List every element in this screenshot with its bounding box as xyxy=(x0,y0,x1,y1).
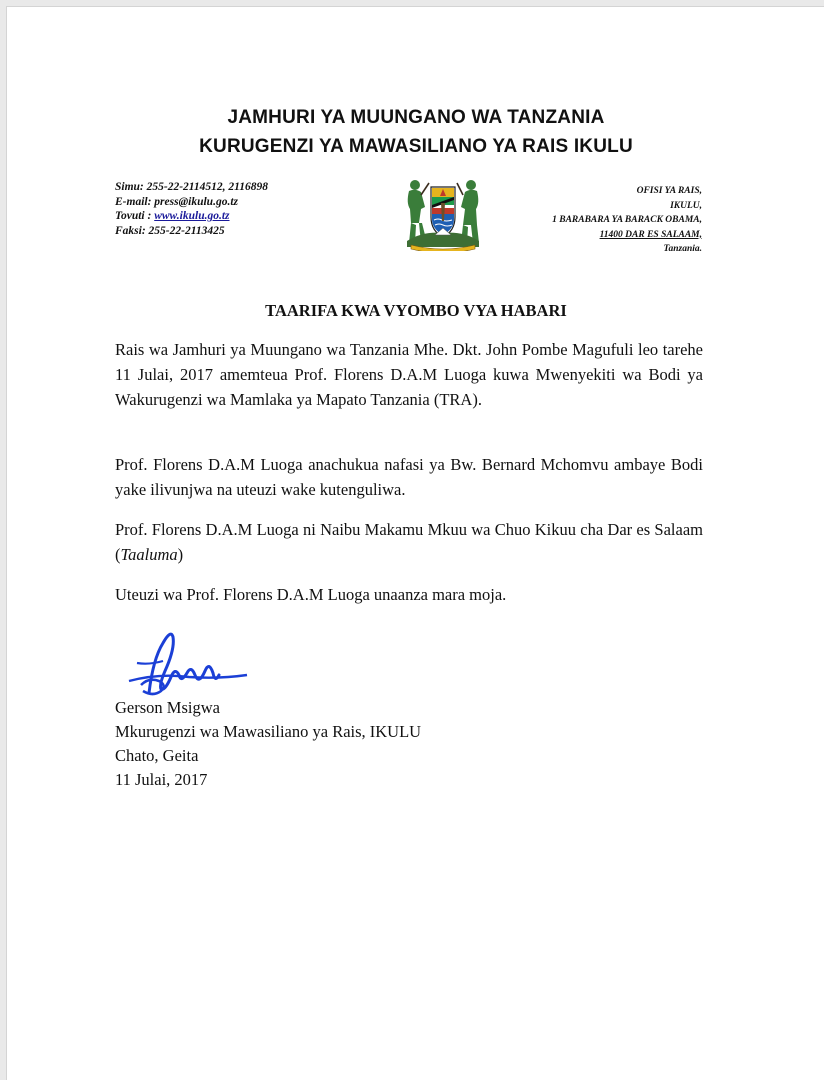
paragraph-current-role xyxy=(115,517,703,567)
paragraph-current-role-end: ) xyxy=(177,545,184,564)
paragraph-current-role-italic: Taaluma xyxy=(120,545,178,564)
signatory-name: Gerson Msigwa xyxy=(115,698,220,717)
contact-email: E-mail: press@ikulu.go.tz xyxy=(115,195,238,208)
header-title-line1: JAMHURI YA MUUNGANO WA TANZANIA xyxy=(227,107,605,128)
handwritten-signature xyxy=(119,619,251,705)
contact-website-label: Tovuti : xyxy=(115,210,152,222)
header-title-line2: KURUGENZI YA MAWASILIANO YA RAIS IKULU xyxy=(199,136,633,157)
contact-phone: Simu: 255-22-2114512, 2116898 xyxy=(115,181,269,193)
website-link[interactable]: www.ikulu.go.tz xyxy=(154,210,230,222)
contact-website xyxy=(115,209,268,224)
contact-block xyxy=(115,180,268,238)
address-line3: 1 BARABARA YA BARACK OBAMA, xyxy=(552,215,702,225)
address-line5: Tanzania. xyxy=(663,244,702,254)
contact-fax: Faksi: 255-22-2113425 xyxy=(115,224,225,237)
address-line2: IKULU, xyxy=(670,200,702,211)
office-address xyxy=(552,184,702,257)
paragraph-replacement: Prof. Florens D.A.M Luoga anachukua nafasi ya Bw. Bernard Mchomvu ambaye Bodi yake ilivunjwa na uteuzi wake kutenguliwa. xyxy=(115,455,703,499)
address-line1: OFISI YA RAIS, xyxy=(636,186,702,196)
address-line4: 11400 DAR ES SALAAM, xyxy=(599,229,702,240)
signatory-place: Chato, Geita xyxy=(115,746,199,765)
document-page xyxy=(6,6,824,1080)
tanzania-coat-of-arms-icon xyxy=(397,173,489,251)
press-release-heading: TAARIFA KWA VYOMBO VYA HABARI xyxy=(265,301,567,320)
paragraph-current-role-text: Prof. Florens D.A.M Luoga ni Naibu Makamu Mkuu wa Chuo Kikuu cha Dar es Salaam ( xyxy=(115,520,703,564)
signatory-date: 11 Julai, 2017 xyxy=(115,770,208,789)
paragraph-effective: Uteuzi wa Prof. Florens D.A.M Luoga unaanza mara moja. xyxy=(115,585,507,604)
signatory-title: Mkurugenzi wa Mawasiliano ya Rais, IKULU xyxy=(115,722,422,741)
signatory-block xyxy=(115,696,421,792)
paragraph-appointment: Rais wa Jamhuri ya Muungano wa Tanzania Mhe. Dkt. John Pombe Magufuli leo tarehe 11 Julai, 2017 amemteua Prof. Florens D.A.M Luoga kuwa Mwenyekiti wa Bodi ya Wakurugenzi wa Mamlaka ya Mapato Tanzania (TRA). xyxy=(115,340,703,409)
